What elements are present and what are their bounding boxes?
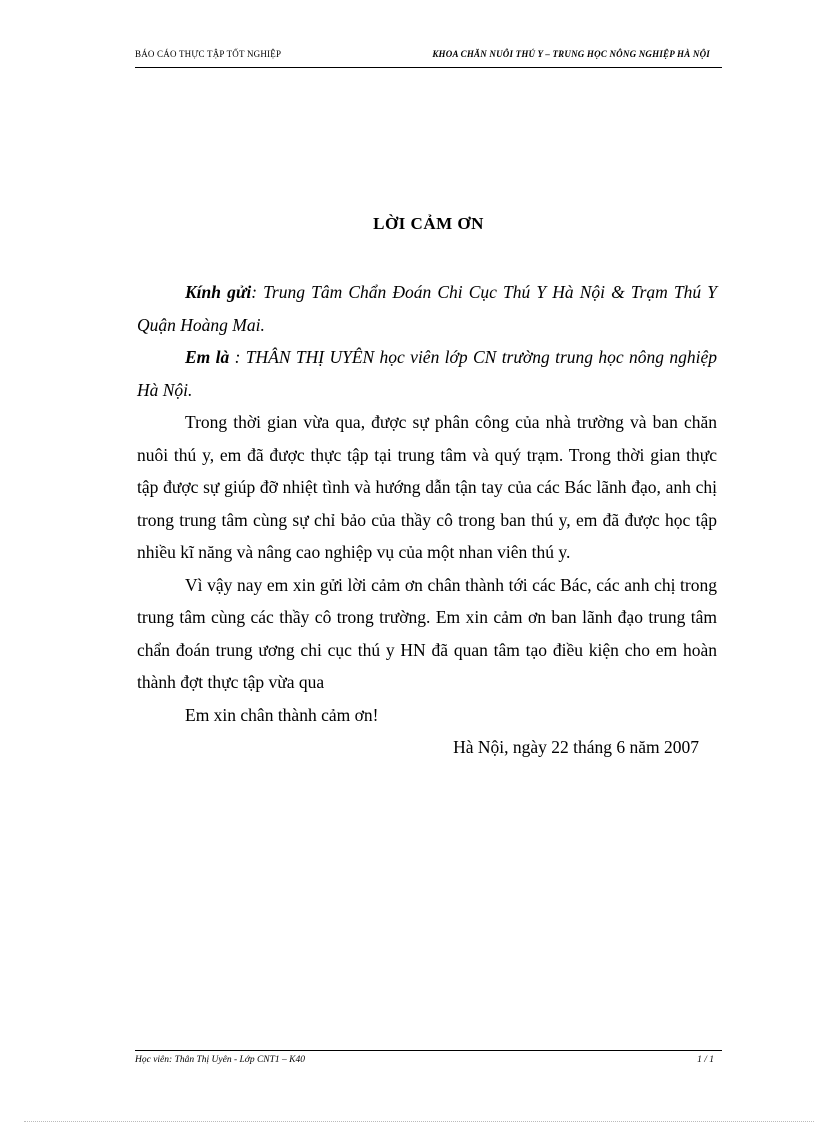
- header-report-title: BÁO CÁO THỰC TẬP TỐT NGHIỆP: [135, 49, 282, 59]
- page-header: [135, 46, 722, 64]
- addressee-text: : Trung Tâm Chẩn Đoán Chi Cục Thú Y Hà Nội & Trạm Thú Y Quận Hoàng Mai.: [137, 282, 717, 335]
- header-department: KHOA CHĂN NUÔI THÚ Y – TRUNG HỌC NÔNG NGHIỆP HÀ NỘI: [432, 49, 710, 59]
- signature-date: Hà Nội, ngày 22 tháng 6 năm 2007: [453, 737, 699, 757]
- page-edge: [24, 1121, 814, 1122]
- sender-paragraph: [137, 341, 717, 406]
- sender-text: : THÂN THỊ UYÊN học viên lớp CN trường trung học nông nghiệp Hà Nội.: [137, 347, 718, 400]
- footer-page-number: 1 / 1: [697, 1055, 714, 1065]
- document-body: [137, 276, 717, 764]
- footer-student-info: Học viên: Thân Thị Uyên - Lớp CNT1 – K40: [135, 1055, 305, 1065]
- addressee-lead: Kính gửi: [185, 282, 252, 302]
- body-paragraph: Vì vậy nay em xin gửi lời cảm ơn chân thành tới các Bác, các anh chị trong trung tâm cùng các thầy cô trong trường. Em xin cảm ơn ban lãnh đạo trung tâm chẩn đoán trung ương chi cục thú y HN đã quan tâm tạo điều kiện cho em hoàn thành đợt thực tập vừa qua: [137, 574, 717, 692]
- header-divider: [135, 67, 722, 68]
- closing-line: Em xin chân thành cảm ơn!: [185, 704, 379, 725]
- sender-lead: Em là: [185, 347, 230, 367]
- document-title: LỜI CẢM ƠN: [373, 214, 484, 233]
- body-paragraph: Trong thời gian vừa qua, được sự phân công của nhà trường và ban chăn nuôi thú y, em đã được thực tập tại trung tâm và quý trạm. Trong thời gian thực tập được sự giúp đỡ nhiệt tình và hướng dẫn tận tay của các Bác lãnh đạo, anh chị trong trung tâm cùng sự chỉ bảo của thầy cô trong ban thú y, em đã được học tập nhiều kĩ năng và nâng cao nghiệp vụ của một nhan viên thú y.: [137, 412, 717, 562]
- addressee-paragraph: [137, 276, 717, 341]
- footer-divider: [135, 1050, 722, 1051]
